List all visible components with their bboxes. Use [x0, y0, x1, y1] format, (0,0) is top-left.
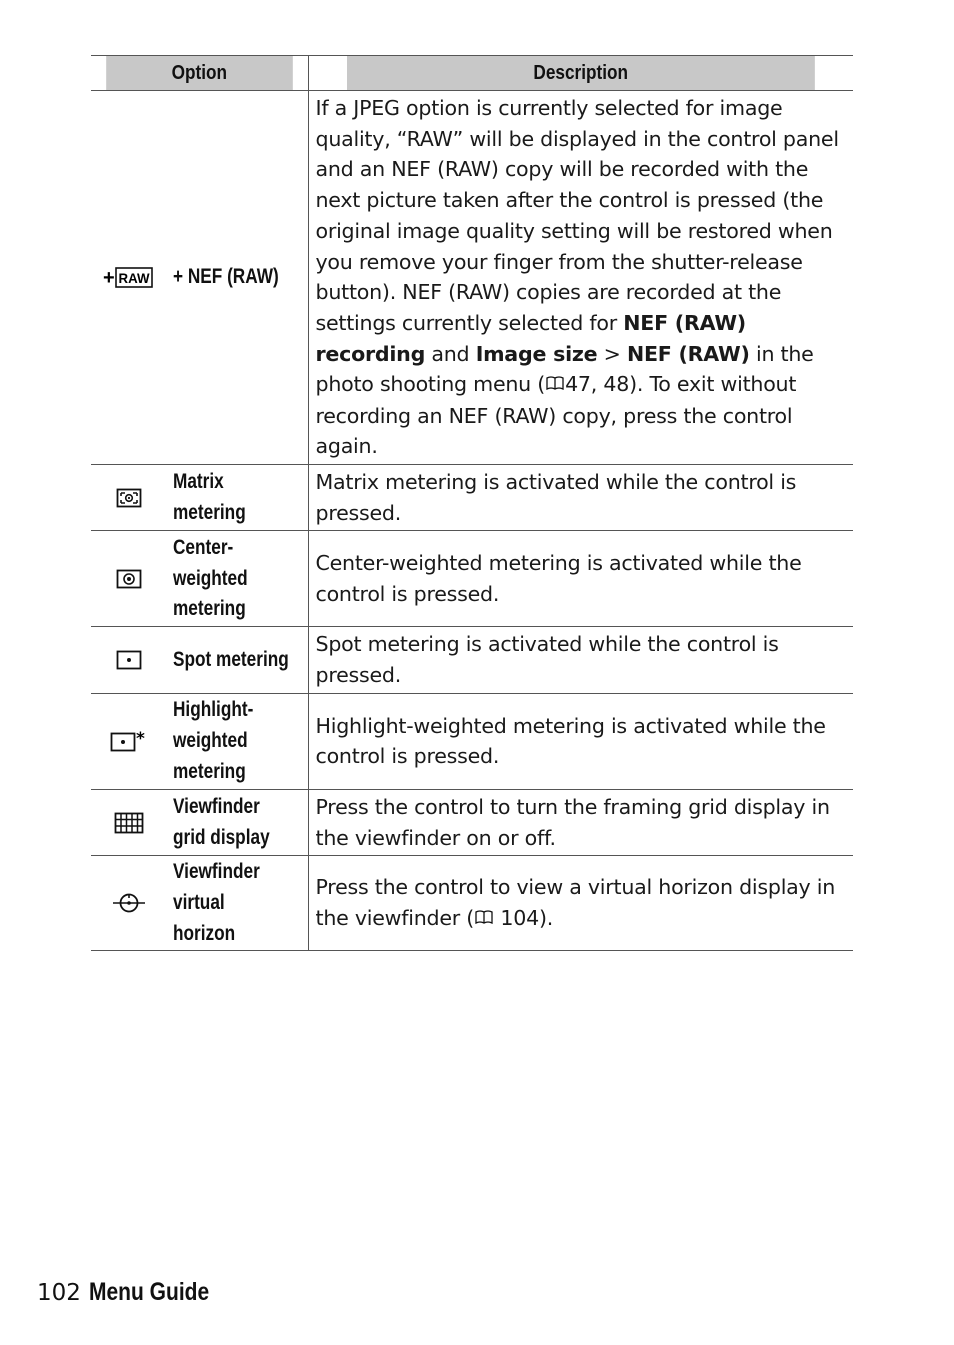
option-name: Spot metering: [167, 627, 308, 693]
highlight-weighted-metering-icon: [91, 693, 167, 789]
table-row: [91, 856, 853, 951]
page-footer: [37, 1278, 232, 1307]
header-option: Option: [106, 56, 293, 91]
table-row: [91, 627, 853, 693]
table-header-row: [91, 56, 853, 91]
page-number: 102: [37, 1280, 81, 1306]
plus-raw-icon: [91, 91, 167, 465]
option-name: Highlight- weighted metering: [167, 693, 308, 789]
header-description: Description: [346, 56, 815, 91]
option-name: + NEF (RAW): [167, 91, 308, 465]
center-weighted-metering-icon: [91, 531, 167, 627]
table-row: [91, 91, 853, 465]
options-table: [91, 55, 853, 951]
virtual-horizon-icon: [91, 856, 167, 951]
section-title: Menu Guide: [88, 1278, 210, 1306]
option-description: Press the control to view a virtual horizon display in the viewfinder ( 104).: [308, 856, 853, 951]
option-name: Viewfinder grid display: [167, 789, 308, 855]
svg-text:*: *: [136, 730, 145, 750]
option-name: Center- weighted metering: [167, 531, 308, 627]
option-description: Center-weighted metering is activated while the control is pressed.: [308, 531, 853, 627]
option-description: Matrix metering is activated while the control is pressed.: [308, 465, 853, 531]
grid-icon: [91, 789, 167, 855]
table-row: [91, 465, 853, 531]
option-description: Highlight-weighted metering is activated while the control is pressed.: [308, 693, 853, 789]
book-icon: [474, 904, 494, 935]
option-description: If a JPEG option is currently selected for image quality, “RAW” will be displayed in the control panel and an NEF (RAW) copy will be recorded with the next picture taken after the control is pressed (the original image quality setting will be restored when you remove your finger from the shutter-release button). NEF (RAW) copies are recorded at the settings currently selected for NEF (RAW) recording and Image size > NEF (RAW) in the photo shooting menu ( 47, 48). To exit without recording an NEF (RAW) copy, press the control again.: [308, 91, 853, 465]
option-name: Viewfinder virtual horizon: [167, 856, 308, 951]
option-description: Spot metering is activated while the control is pressed.: [308, 627, 853, 693]
option-name: Matrix metering: [167, 465, 308, 531]
spot-metering-icon: [91, 627, 167, 693]
book-icon: [545, 370, 565, 401]
table-row: [91, 789, 853, 855]
option-description: Press the control to turn the framing grid display in the viewfinder on or off.: [308, 789, 853, 855]
svg-text:+: +: [103, 266, 115, 289]
table-row: [91, 531, 853, 627]
table-row: [91, 693, 853, 789]
svg-text:RAW: RAW: [118, 269, 151, 286]
matrix-metering-icon: [91, 465, 167, 531]
